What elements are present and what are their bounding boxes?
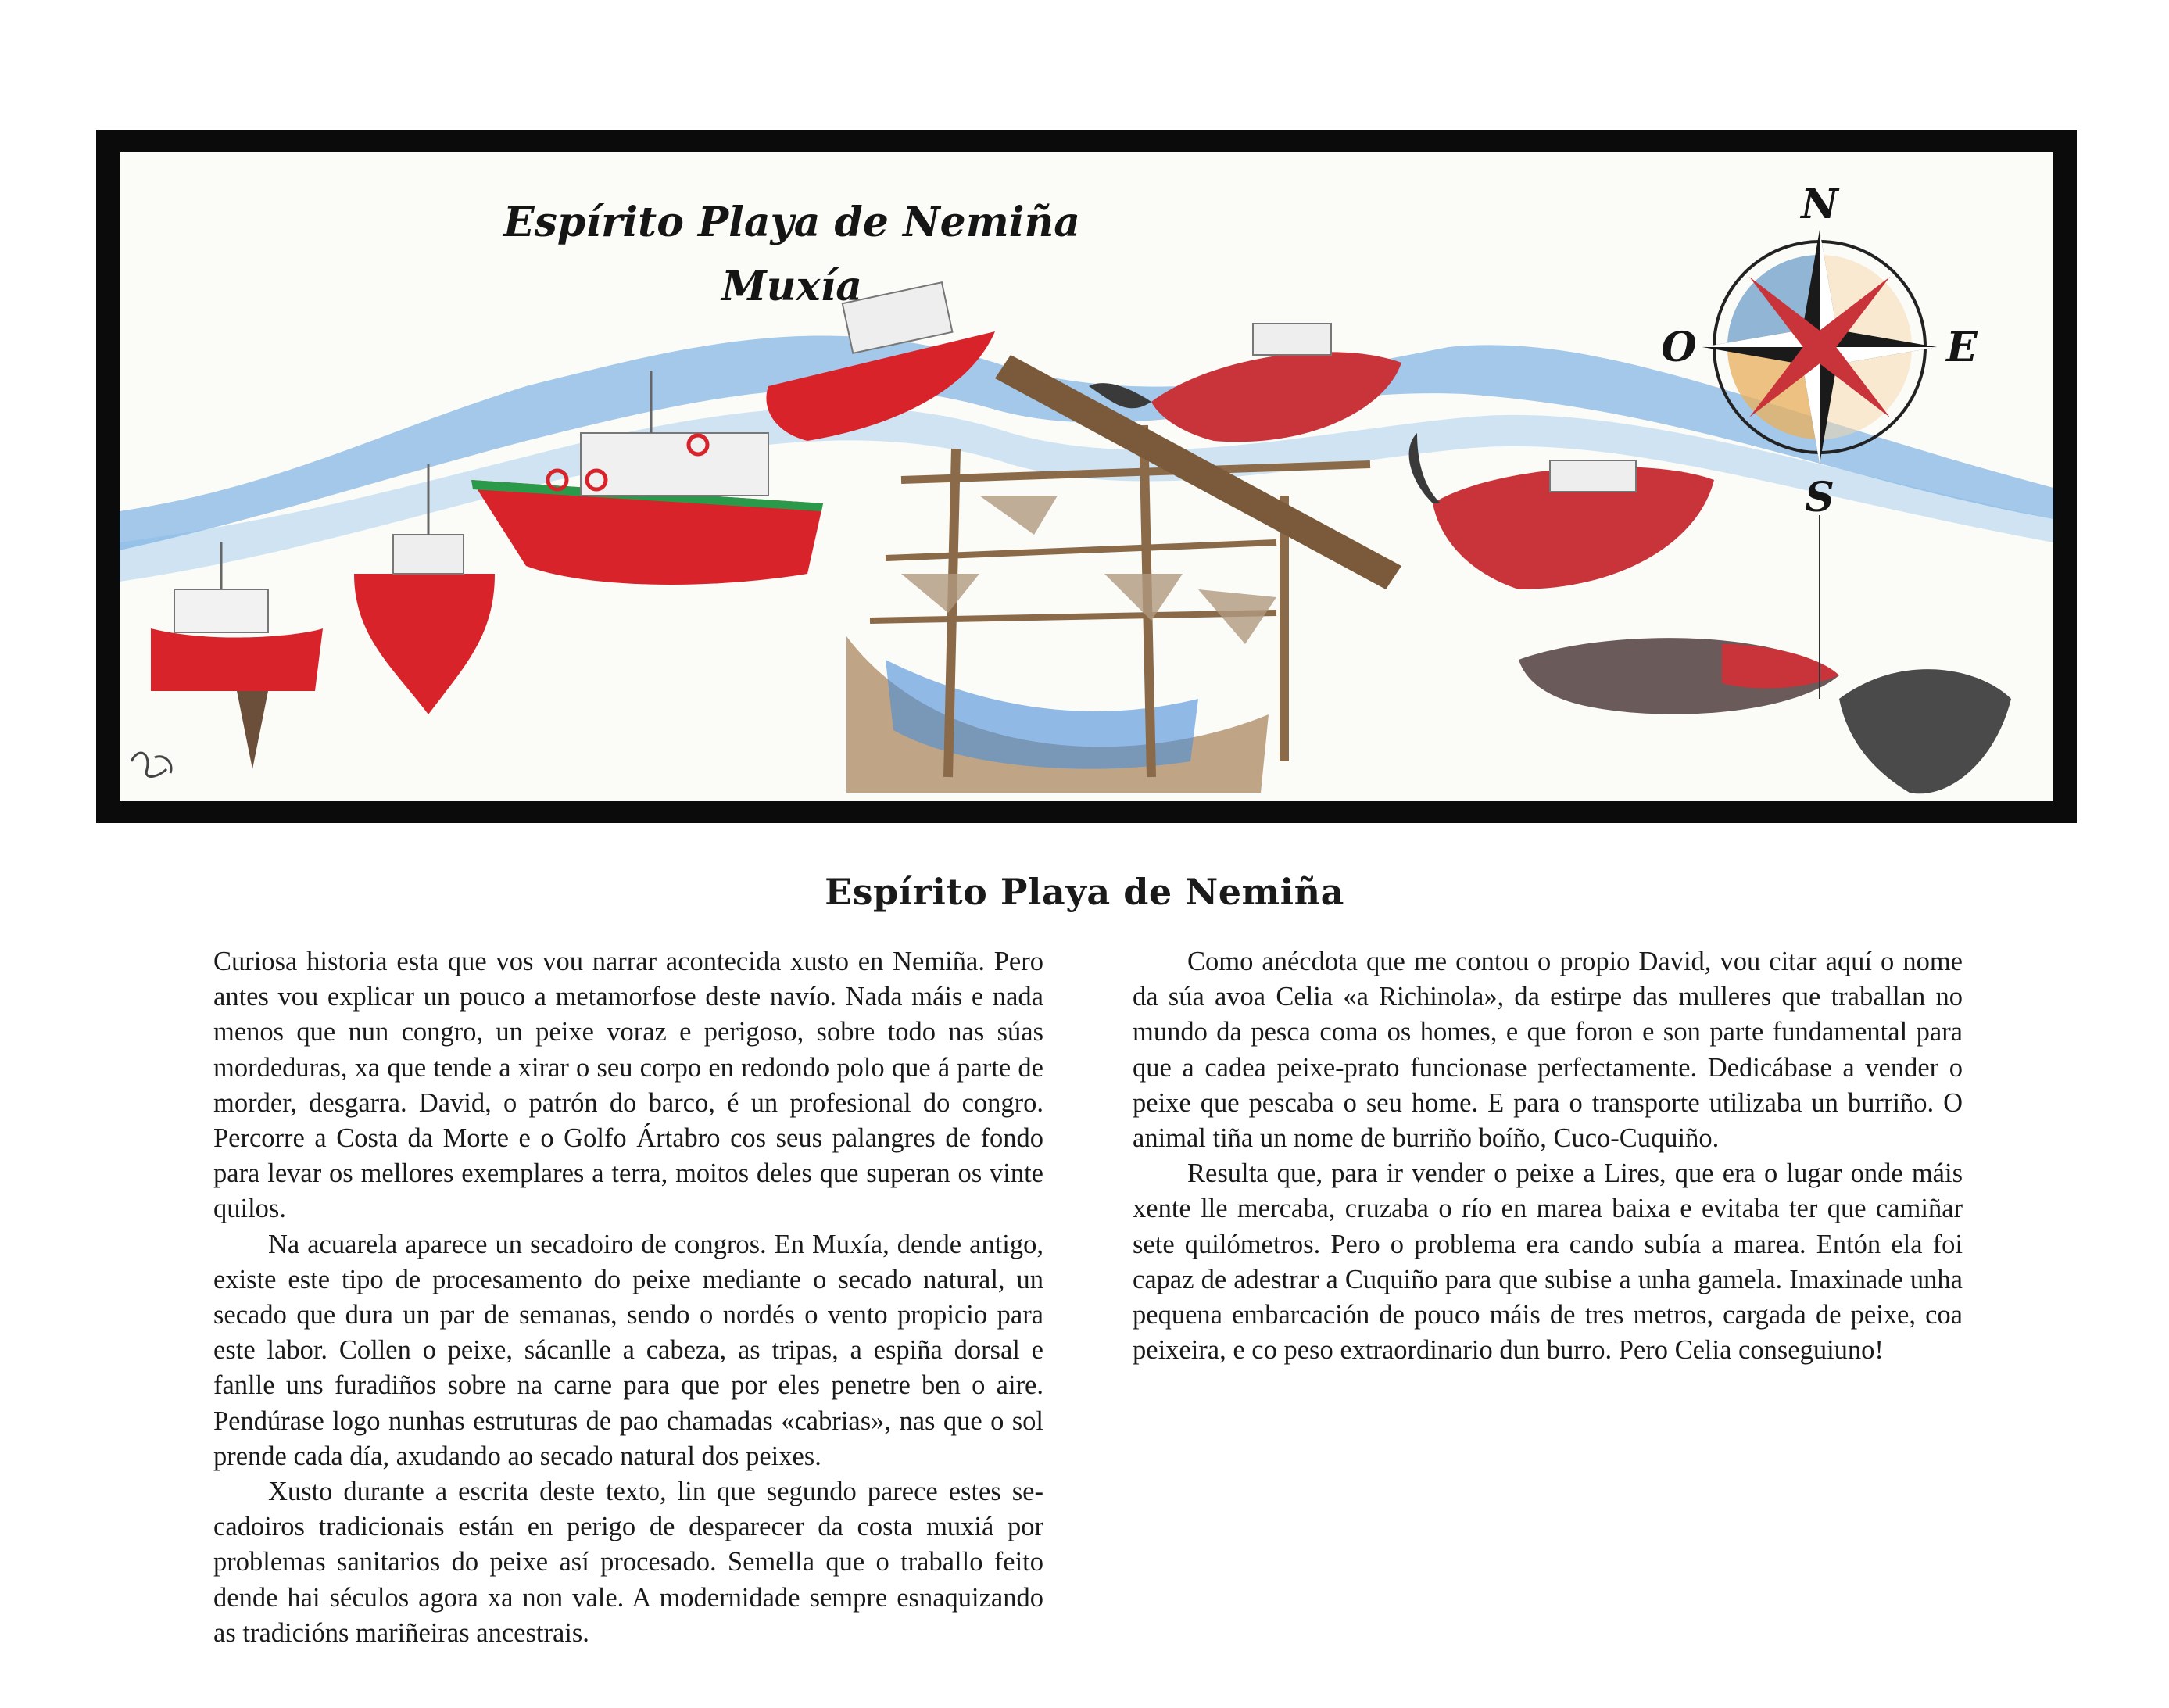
text-column-left bbox=[213, 944, 1043, 1651]
compass-south: S bbox=[1805, 474, 1834, 521]
watercolor-illustration bbox=[96, 130, 2077, 823]
boat-small bbox=[151, 542, 323, 769]
paragraph-5: Resulta que, para ir vender o peixe a Lires, que era o lugar onde máis xente lle mercaba, cruzaba o río en marea baixa e evitaba ter que camiñar sete quilómetros. Pero o problema era cando subía a marea. Entón ela foi capaz de adestrar a Cuquiño para que subise a unha gamela. Imaxinade unha pequena embarcación de pouco máis de tres metros, cargada de peixe, coa peixeira, e co peso extraordinario dun burro. Pero Celia conseguiuno! bbox=[1133, 1158, 1963, 1366]
illustration-subtitle: Muxía bbox=[721, 263, 862, 310]
grey-fish bbox=[1839, 669, 2011, 793]
compass-north: N bbox=[1801, 181, 1838, 228]
illustration-title: Espírito Playa de Nemiña bbox=[503, 199, 1080, 246]
text-column-right bbox=[1133, 944, 1963, 1368]
paragraph-2: Na acuarela aparece un secadoiro de congros. En Muxía, dende antigo, existe este tipo de procesamento do peixe mediante o secado natural, un secado que dura un par de semanas, sendo o nordés o vento propicio para este labor. Collen o peixe, sácanlle a cabeza, as tripas, a espiña dorsal e fanlle uns furadiños sobre na carne para que por eles penetre ben o aire. Pendúrase logo nunhas estruturas de pao chamadas «cabrias», nas que o sol prende cada día, axudando ao secado natural dos peixes. bbox=[213, 1229, 1043, 1471]
paragraph-1: Curiosa historia esta que vos vou narrar acontecida xusto en Nemiña. Pero antes vou explicar un pouco a metamorfose deste navío. Nada máis e nada menos que nun congro, un peixe voraz e perigoso, sobre todo nas súas mordeduras, xa que tende a xirar o seu corpo en redondo polo que á parte de morder, desgarra. David, o patrón do barco, é un profesional do congro. Percorre a Costa da Morte e o Golfo Ártabro cos seus palangres de fondo para levar os mellores exemplares a terra, moitos deles que superan os vinte quilos. bbox=[213, 947, 1043, 1224]
conger-fish bbox=[1519, 638, 1839, 714]
compass-west: O bbox=[1661, 324, 1697, 371]
compass-east: E bbox=[1946, 324, 1978, 371]
article-title: Espírito Playa de Nemiña bbox=[825, 871, 1344, 913]
watercolor-painting bbox=[120, 152, 2053, 801]
artist-signature bbox=[131, 753, 171, 776]
paragraph-4: Como anécdota que me contou o propio David, vou citar aquí o nome da súa avoa Celia «a Richinola», da estirpe das mulleres que traballan no mundo da pesca coma os homes, e que foron e son parte fundamental para que a cadea peixe-prato funcionase perfectamente. Dedicábase a vender o peixe que pescaba o seu home. E para o transporte utilizaba un burriño. O animal tiña un nome de burriño boíño, Cuco-Cuquiño. bbox=[1133, 947, 1963, 1154]
paragraph-3: Xusto durante a escrita deste texto, lin que segundo parece estes secadoiros tradicionais están en perigo de desparecer da costa muxiá por problemas sanitarios do peixe así procesado. Semella que o traballo feito dende hai séculos agora xa non vale. A modernidade sempre esnaquizando as tradicións mariñeiras ancestrais. bbox=[213, 1477, 1043, 1648]
